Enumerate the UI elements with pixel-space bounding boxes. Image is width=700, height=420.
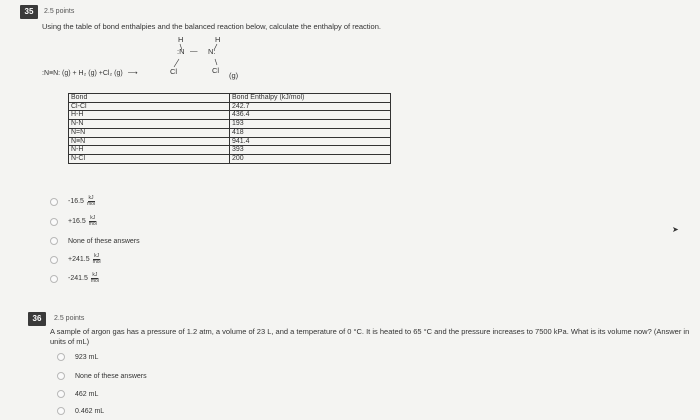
atom-n-left: :N — [177, 47, 185, 56]
table-cell-enthalpy: 393 — [230, 146, 391, 155]
answer-option-1[interactable] — [57, 353, 98, 361]
question-prompt-35: Using the table of bond enthalpies and the balanced reaction below, calculate the enthalpy of reaction. — [42, 22, 381, 31]
table-row — [69, 137, 391, 146]
table-cell-bond: Cl-Cl — [69, 102, 230, 111]
unit-fraction: $\frac{kJ}{\text{mol}}$ — [88, 215, 97, 227]
radio-button[interactable] — [50, 256, 58, 264]
question-points-35: 2.5 points — [44, 8, 75, 15]
table-header-enthalpy: Bond Enthalpy (kJ/mol) — [230, 94, 391, 103]
radio-button[interactable] — [57, 407, 65, 415]
table-row — [69, 120, 391, 129]
reaction-equation — [42, 69, 138, 77]
table-cell-bond: N=N — [69, 128, 230, 137]
reaction-arrow-icon: ⟶ — [127, 70, 138, 77]
table-cell-enthalpy: 200 — [230, 154, 391, 163]
table-cell-enthalpy: 941.4 — [230, 137, 391, 146]
option-value: -16.5 — [68, 198, 84, 205]
answer-option-4[interactable] — [50, 254, 102, 265]
answer-option-1[interactable] — [50, 196, 96, 207]
answer-option-2[interactable] — [50, 216, 98, 227]
atom-cl-left: Cl — [170, 67, 178, 76]
table-cell-bond: N-Cl — [69, 154, 230, 163]
option-value: None of these answers — [68, 237, 140, 245]
question-number-36: 36 — [28, 312, 46, 326]
question-points-36: 2.5 points — [54, 315, 85, 322]
table-row — [69, 111, 391, 120]
table-cell-bond: N-N — [69, 120, 230, 129]
table-row — [69, 146, 391, 155]
atom-n-right: N: — [208, 47, 216, 56]
bond-enthalpy-table — [68, 93, 391, 164]
table-row — [69, 154, 391, 163]
table-cell-enthalpy: 193 — [230, 120, 391, 129]
answer-option-3[interactable] — [50, 237, 140, 245]
option-value: +241.5 — [68, 256, 90, 263]
table-header-row — [69, 94, 391, 103]
answer-option-3[interactable] — [57, 390, 98, 398]
option-value: 923 mL — [75, 353, 99, 361]
answer-option-2[interactable] — [57, 372, 147, 380]
table-cell-bond: N≡N — [69, 137, 230, 146]
atom-h-right: H — [215, 35, 221, 44]
option-value: 0.462 mL — [75, 407, 105, 415]
product-state: (g) — [229, 71, 239, 80]
table-cell-enthalpy: 242.7 — [230, 102, 391, 111]
mouse-pointer-icon: ➤ — [672, 225, 679, 234]
unit-fraction: $\frac{kJ}{\text{mol}}$ — [90, 272, 99, 284]
table-row — [69, 102, 391, 111]
radio-button[interactable] — [50, 198, 58, 206]
table-cell-bond: H-H — [69, 111, 230, 120]
answer-option-5[interactable] — [50, 273, 100, 284]
unit-fraction: $\frac{kJ}{\text{mol}}$ — [92, 253, 101, 265]
bond-n-n: — — [190, 46, 198, 55]
table-header-bond: Bond — [69, 94, 230, 103]
radio-button[interactable] — [57, 353, 65, 361]
reactants-text: :N≡N: (g) + H₂ (g) +Cl₂ (g) — [42, 70, 123, 77]
option-value: 462 mL — [75, 390, 99, 398]
radio-button[interactable] — [50, 237, 58, 245]
table-cell-bond: N-H — [69, 146, 230, 155]
option-value: -241.5 — [68, 275, 88, 282]
option-value: None of these answers — [75, 372, 147, 380]
atom-cl-right: Cl — [212, 66, 220, 75]
question-number-35: 35 — [20, 5, 38, 19]
radio-button[interactable] — [57, 372, 65, 380]
table-cell-enthalpy: 436.4 — [230, 111, 391, 120]
unit-fraction: $\frac{kJ}{\text{mol}}$ — [86, 195, 96, 207]
option-value: +16.5 — [68, 218, 86, 225]
table-row — [69, 128, 391, 137]
question-prompt-36: A sample of argon gas has a pressure of 1.2 atm, a volume of 23 L, and a temperature of 0 °C. It is heated to 65 °C and the pressure increases to 7500 kPa. What is its volume now? (Answer in units of mL) — [50, 327, 690, 346]
radio-button[interactable] — [57, 390, 65, 398]
radio-button[interactable] — [50, 275, 58, 283]
table-cell-enthalpy: 418 — [230, 128, 391, 137]
atom-h-left: H — [178, 35, 184, 44]
radio-button[interactable] — [50, 218, 58, 226]
answer-option-4[interactable] — [57, 407, 104, 415]
